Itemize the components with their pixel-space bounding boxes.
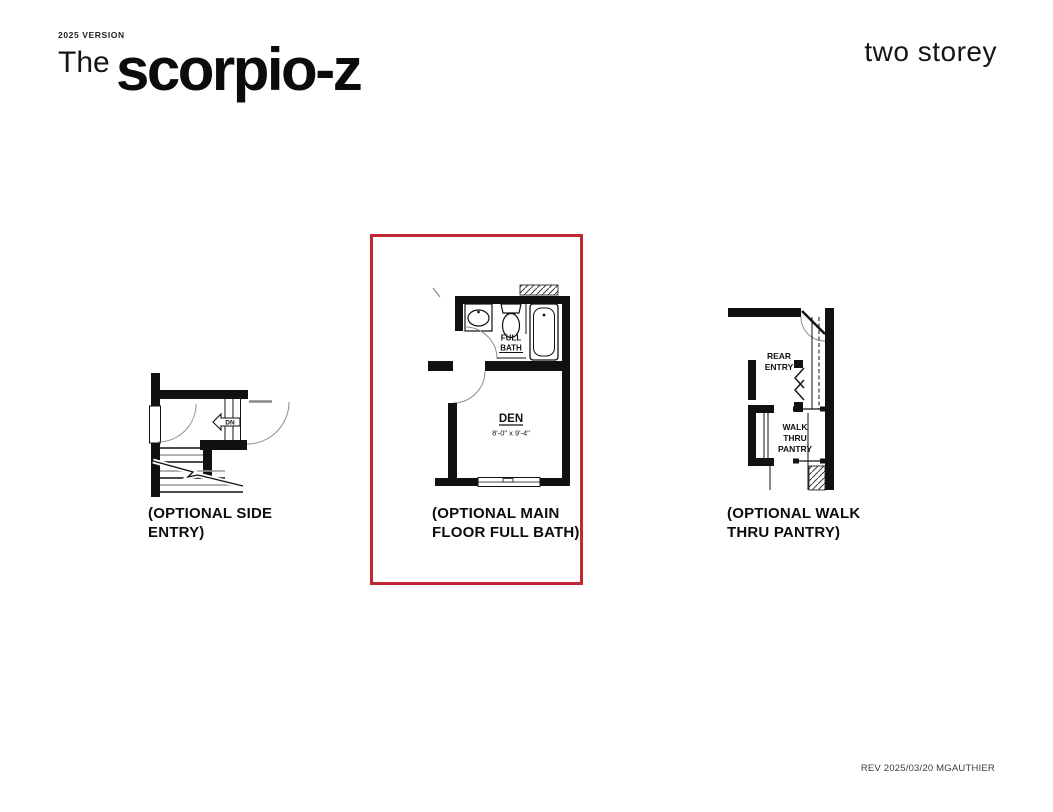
toilet-tank — [501, 304, 521, 313]
door-arc — [453, 371, 485, 403]
wall — [485, 361, 562, 371]
caption-side-entry: (OPTIONAL SIDE ENTRY) — [148, 505, 273, 541]
wall — [455, 296, 463, 331]
wall — [748, 360, 756, 400]
wall — [794, 360, 803, 368]
storey-subtitle: two storey — [864, 36, 997, 67]
rear-entry-label: ENTRY — [764, 362, 794, 372]
wall — [562, 296, 570, 486]
shelf-end — [793, 459, 799, 464]
dn-label: DN — [225, 419, 235, 427]
tick-line — [433, 288, 440, 297]
wall — [728, 308, 801, 317]
version-label: 2025 VERSION — [58, 30, 125, 40]
wall — [463, 296, 570, 304]
shelf-end — [820, 407, 825, 412]
wall — [448, 403, 457, 478]
hatch-area — [520, 285, 558, 295]
wall — [203, 440, 212, 478]
shelf-end — [820, 459, 825, 464]
title-prefix: The — [58, 46, 110, 79]
wall — [825, 308, 834, 490]
shelf-end — [793, 407, 799, 412]
bathtub-drain — [543, 314, 546, 317]
pantry-label: WALK — [782, 422, 808, 432]
caption-pantry: (OPTIONAL WALK THRU PANTRY) — [727, 505, 861, 541]
full-bath-label: BATH — [500, 343, 522, 353]
revision-label: REV 2025/03/20 MGAUTHIER — [860, 763, 995, 774]
rear-entry-label: REAR — [766, 351, 792, 361]
sink-faucet — [477, 311, 480, 314]
window-tick — [503, 479, 513, 483]
page-title: scorpio-z — [116, 36, 361, 103]
room-size-label: 8'-0" x 9'-4" — [492, 428, 530, 438]
door-arc — [465, 327, 497, 359]
door-arc — [247, 402, 289, 444]
full-bath-label: FULL — [500, 333, 522, 343]
door-opening — [150, 406, 161, 443]
caption-full-bath: (OPTIONAL MAIN FLOOR FULL BATH) — [432, 505, 580, 541]
wall — [151, 390, 248, 399]
wall — [748, 405, 756, 466]
floorplan-full-bath — [423, 282, 573, 494]
wall — [748, 458, 774, 466]
pantry-label: THRU — [783, 433, 807, 443]
floorplan-walk-thru-pantry — [722, 298, 840, 498]
wall — [748, 405, 774, 413]
wall — [428, 361, 453, 371]
hatch-area — [809, 466, 825, 490]
floorplan-side-entry — [145, 365, 295, 505]
pantry-label: PANTRY — [778, 444, 812, 454]
room-label: DEN — [498, 413, 524, 425]
door-arc — [158, 404, 196, 442]
